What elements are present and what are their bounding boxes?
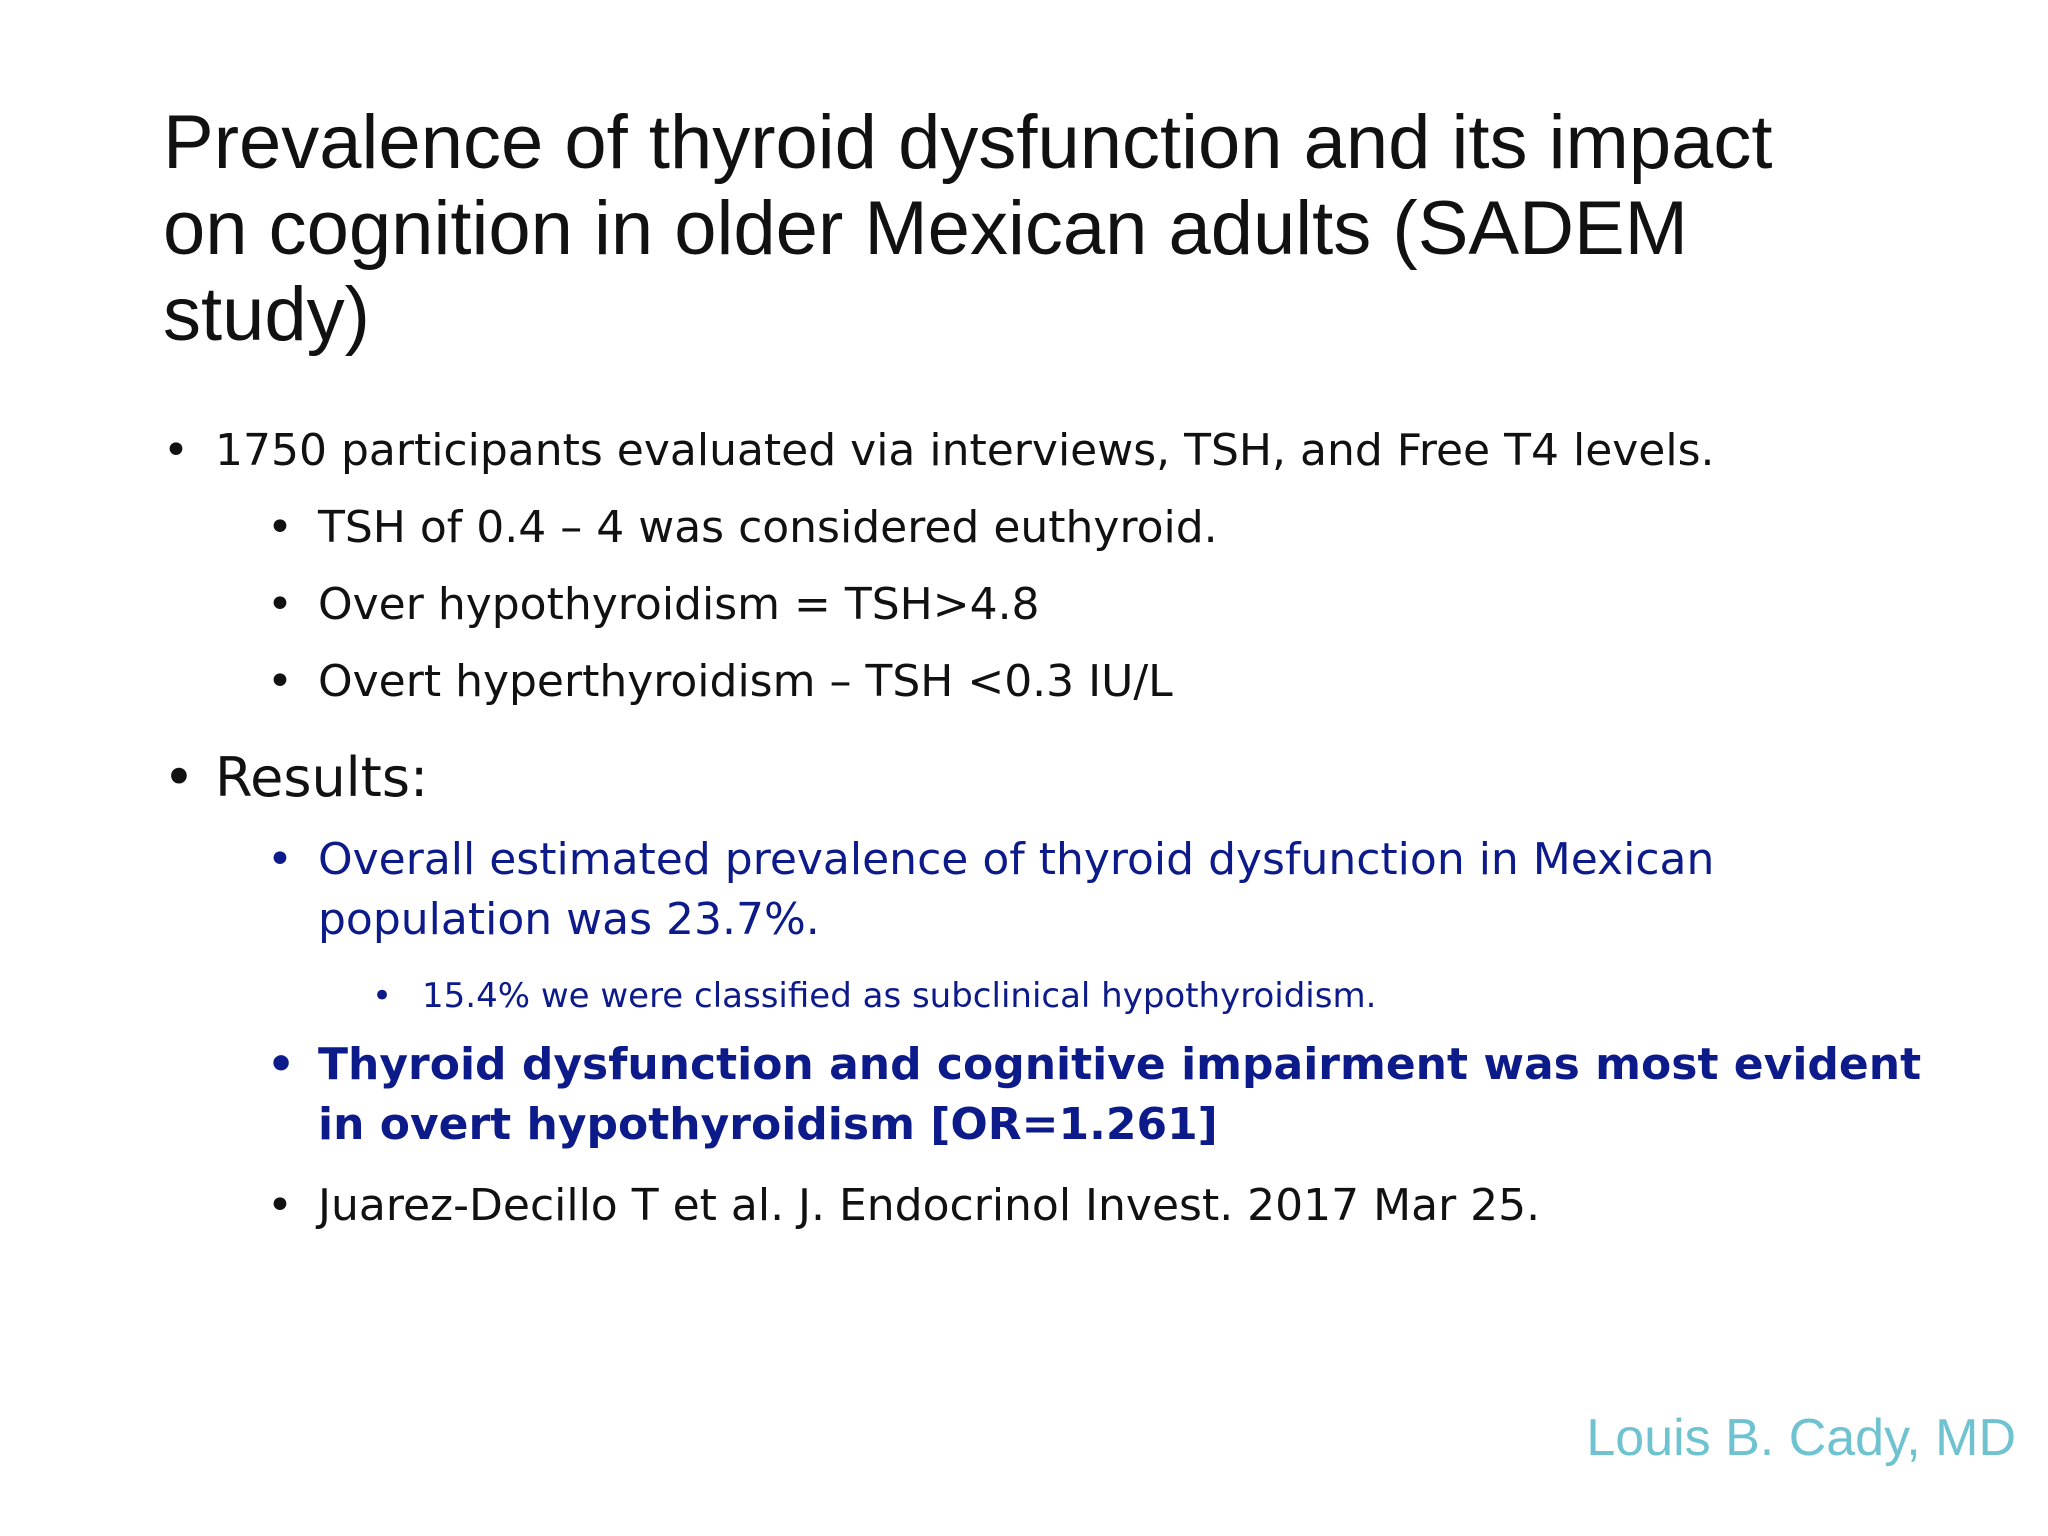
bullet-hyperthyroidism: Overt hyperthyroidism – TSH <0.3 IU/L <box>318 656 1173 707</box>
bullet-dot: • <box>267 656 293 707</box>
title-line: study) <box>163 272 370 357</box>
bullet-prevalence-cont: population was 23.7%. <box>318 894 820 945</box>
bullet-dot: • <box>267 834 293 885</box>
bullet-dot: • <box>267 502 293 553</box>
bullet-dot: • <box>372 976 393 1016</box>
bullet-euthyroid: TSH of 0.4 – 4 was considered euthyroid. <box>318 502 1218 553</box>
title-line: Prevalence of thyroid dysfunction and its impact <box>163 100 1773 185</box>
bullet-dot: • <box>163 746 195 809</box>
bullet-dot: • <box>267 1180 293 1231</box>
bullet-dot: • <box>267 1039 296 1090</box>
bullet-subclinical: 15.4% we were classified as subclinical hypothyroidism. <box>422 976 1377 1016</box>
bullet-participants: 1750 participants evaluated via interviews, TSH, and Free T4 levels. <box>215 425 1715 476</box>
bullet-dot: • <box>267 579 293 630</box>
author-footer: Louis B. Cady, MD <box>1586 1409 2016 1467</box>
bullet-hypothyroidism: Over hypothyroidism = TSH>4.8 <box>318 579 1040 630</box>
title-line: on cognition in older Mexican adults (SADEM <box>163 186 1688 271</box>
bullet-prevalence: Overall estimated prevalence of thyroid dysfunction in Mexican <box>318 834 1715 885</box>
bullet-dot: • <box>163 425 189 476</box>
bullet-cognitive-impairment-cont: in overt hypothyroidism [OR=1.261] <box>318 1099 1218 1150</box>
bullet-citation: Juarez-Decillo T et al. J. Endocrinol Invest. 2017 Mar 25. <box>318 1180 1541 1231</box>
bullet-cognitive-impairment: Thyroid dysfunction and cognitive impairment was most evident <box>318 1039 1922 1090</box>
bullet-results: Results: <box>215 746 429 809</box>
